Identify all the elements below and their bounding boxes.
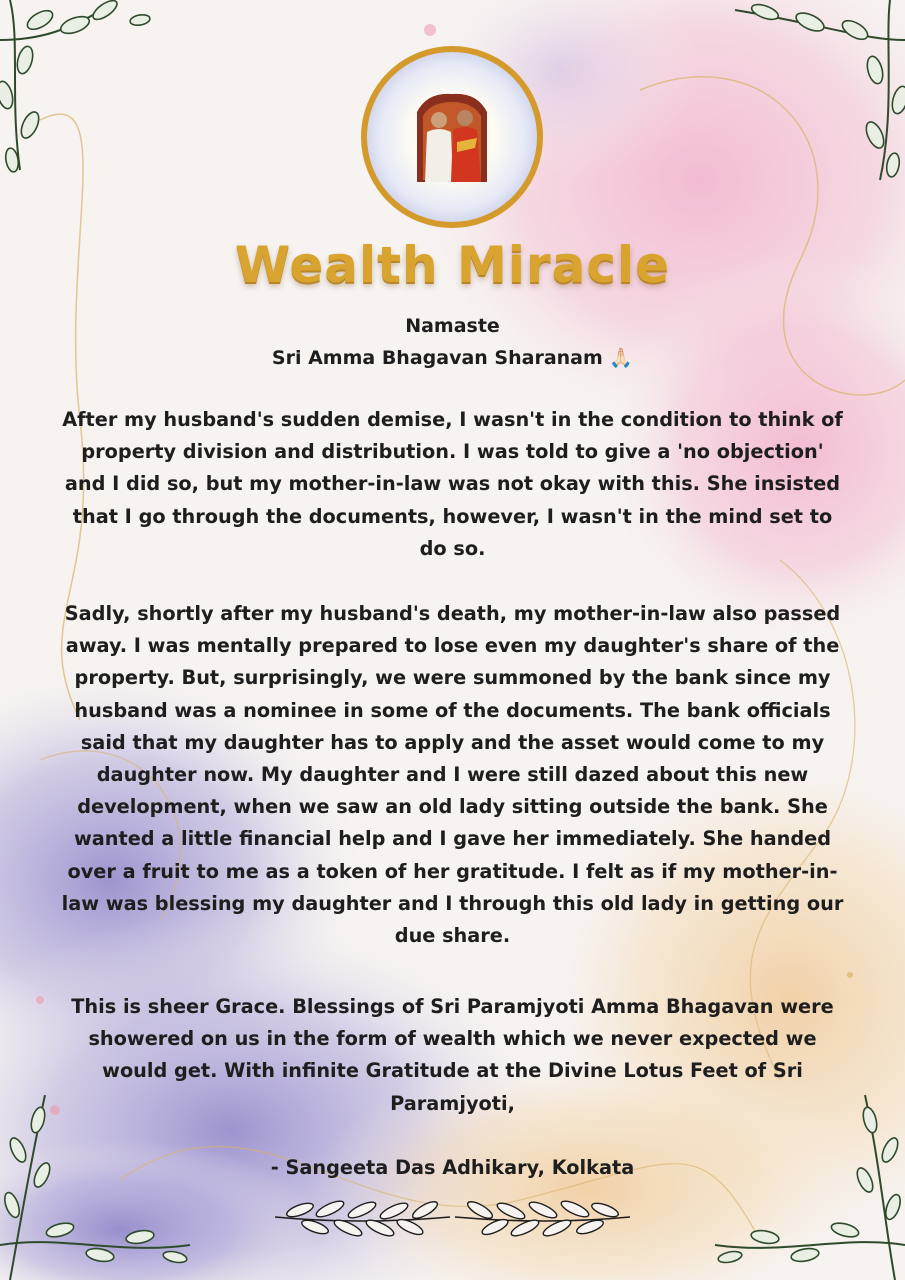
leaf-branch-icon <box>705 1095 905 1280</box>
leaf-branch-icon <box>0 1095 200 1280</box>
page-title: Wealth Miracle <box>234 236 671 294</box>
paragraph-1: After my husband's sudden demise, I wasn't in the condition to think of property division and distribution. I was told to give a 'no objection' and I did so, but my mother-in-law was not okay with this. She insisted that I go through the documents, however, I wasn't in the mind set to do so. <box>62 408 843 560</box>
leaf-branch-icon <box>0 0 190 190</box>
folded-hands-icon: 🙏🏻 <box>609 347 634 369</box>
laurel-divider-icon <box>270 1195 635 1241</box>
paragraph-2: Sadly, shortly after my husband's death, my mother-in-law also passed away. I was mentally prepared to lose even my daughter's share of the property. But, surprisingly, we were summoned by the bank since my husband was a nominee in some of the documents. The bank officials said that my daughter has to apply and the asset would come to my daughter now. My daughter and I were still dazed about this new development, when we saw an old lady sitting outside the bank. She wanted a little financial help and I gave her immediately. She handed over a fruit to me as a token of her gratitude. I felt as if my mother-in-law was blessing my daughter and I through this old lady in getting our due share. <box>61 602 844 948</box>
signature: - Sangeeta Das Adhikary, Kolkata <box>270 1156 635 1179</box>
leaf-branch-icon <box>715 0 905 190</box>
greeting <box>0 310 905 374</box>
paragraph-3: This is sheer Grace. Blessings of Sri Paramjyoti Amma Bhagavan were showered on us in the form of wealth which we never expected we would get. With infinite Gratitude at the Divine Lotus Feet of Sri Paramjyoti, <box>71 995 834 1115</box>
portrait-image <box>367 52 537 222</box>
greeting-line-2 <box>0 342 905 374</box>
greeting-line-1: Namaste <box>405 315 500 337</box>
portrait-medallion <box>361 46 543 228</box>
greeting-line-2-text: Sri Amma Bhagavan Sharanam <box>271 347 603 369</box>
